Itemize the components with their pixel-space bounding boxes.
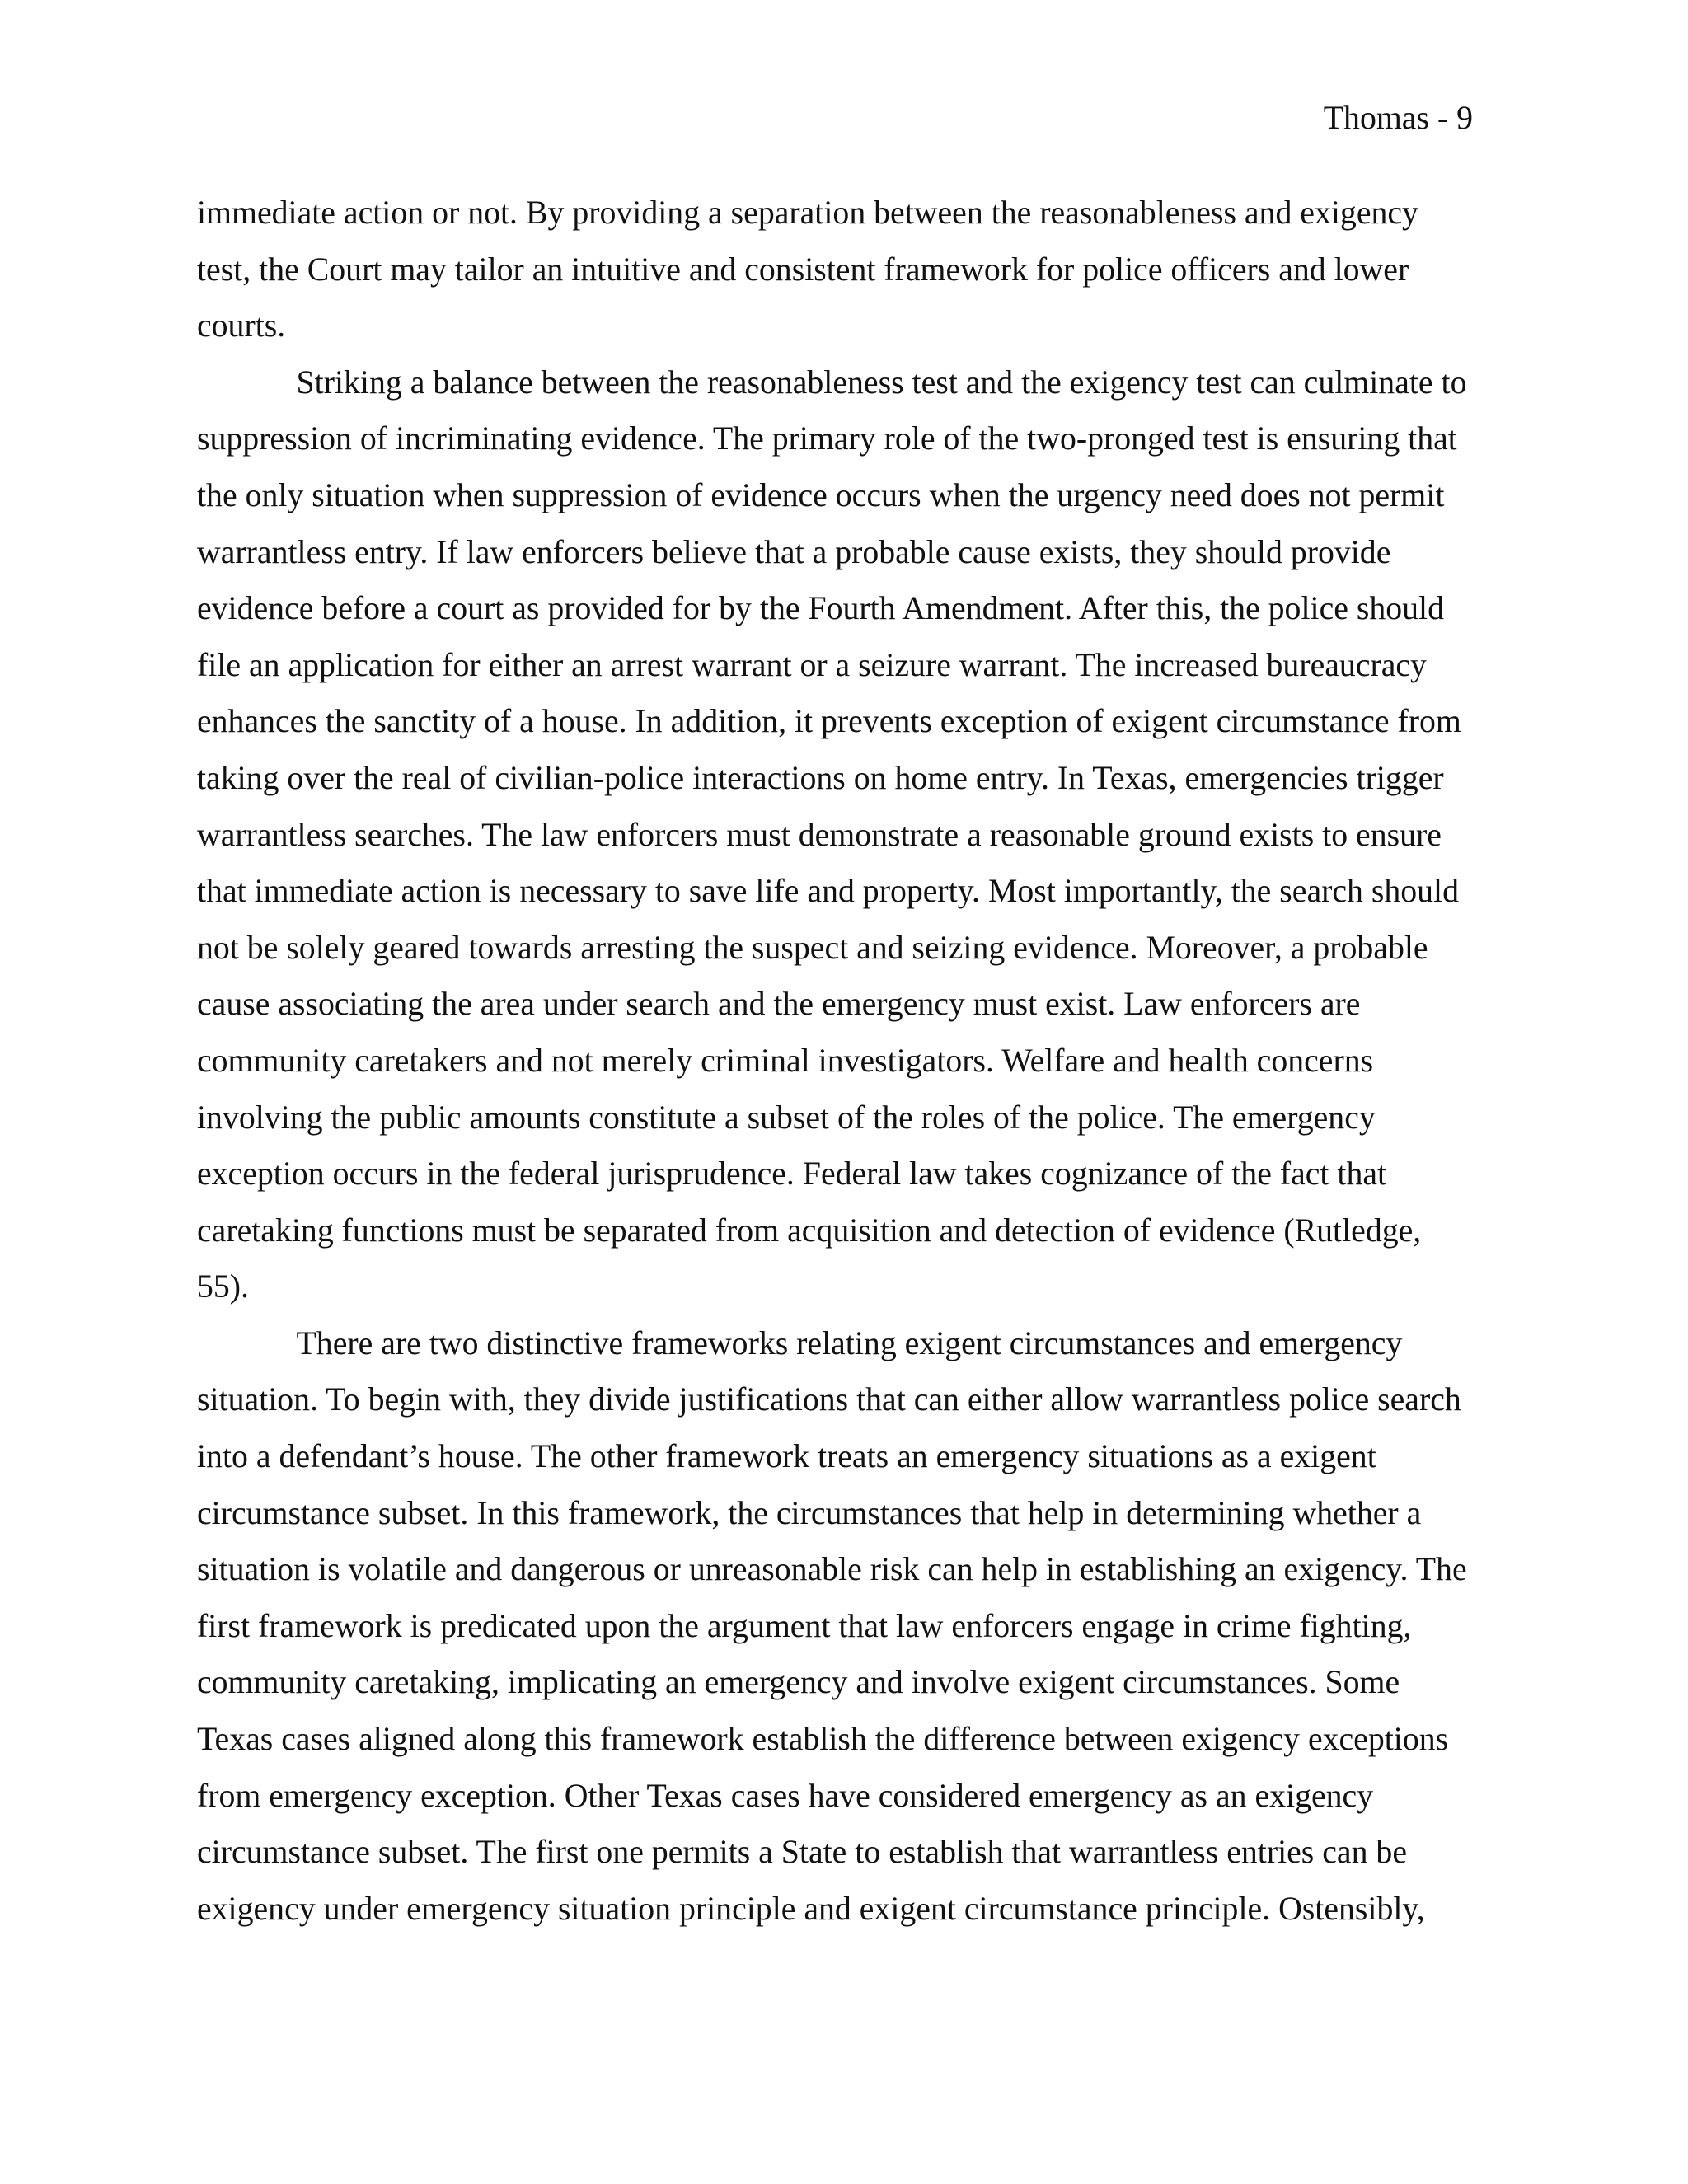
text-line: exception occurs in the federal jurisprudence. Federal law takes cognizance of the fact that xyxy=(197,1155,1387,1193)
text-line: situation. To begin with, they divide justifications that can either allow warrantless police search xyxy=(197,1381,1461,1418)
document-body xyxy=(197,185,1491,1937)
paragraph xyxy=(197,1315,1491,1938)
text-line: test, the Court may tailor an intuitive and consistent framework for police officers and lower xyxy=(197,251,1409,288)
text-line: Striking a balance between the reasonableness test and the exigency test can culminate to xyxy=(296,363,1467,401)
text-line: the only situation when suppression of evidence occurs when the urgency need does not permit xyxy=(197,476,1445,513)
text-line: 55). xyxy=(197,1268,249,1305)
text-line: caretaking functions must be separated from acquisition and detection of evidence (Rutledge, xyxy=(197,1212,1422,1249)
text-line: enhances the sanctity of a house. In addition, it prevents exception of exigent circumstance from xyxy=(197,703,1461,740)
text-line: situation is volatile and dangerous or unreasonable risk can help in establishing an exigency. The xyxy=(197,1551,1467,1588)
text-line: community caretaking, implicating an emergency and involve exigent circumstances. Some xyxy=(197,1664,1400,1701)
text-line: taking over the real of civilian-police interactions on home entry. In Texas, emergencies trigger xyxy=(197,759,1444,796)
text-line: first framework is predicated upon the argument that law enforcers engage in crime fighting, xyxy=(197,1607,1412,1644)
paragraph xyxy=(197,354,1491,1315)
text-line: evidence before a court as provided for by the Fourth Amendment. After this, the police should xyxy=(197,590,1444,627)
text-line: file an application for either an arrest warrant or a seizure warrant. The increased bureaucracy xyxy=(197,646,1427,683)
text-line: courts. xyxy=(197,307,286,344)
text-line: warrantless searches. The law enforcers must demonstrate a reasonable ground exists to ensure xyxy=(197,816,1442,853)
text-line: warrantless entry. If law enforcers believe that a probable cause exists, they should provide xyxy=(197,533,1391,570)
text-line: into a defendant’s house. The other framework treats an emergency situations as a exigent xyxy=(197,1438,1376,1475)
text-line: from emergency exception. Other Texas cases have considered emergency as an exigency xyxy=(197,1777,1374,1814)
text-line: Texas cases aligned along this framework establish the difference between exigency exceptions xyxy=(197,1721,1449,1758)
text-line: circumstance subset. In this framework, the circumstances that help in determining whether a xyxy=(197,1494,1422,1531)
text-line: cause associating the area under search and the emergency must exist. Law enforcers are xyxy=(197,986,1361,1023)
running-head: Thomas - 9 xyxy=(1323,100,1473,136)
paragraph xyxy=(197,185,1491,354)
text-line: suppression of incriminating evidence. The primary role of the two-pronged test is ensuring that xyxy=(197,420,1457,457)
text-line: involving the public amounts constitute a subset of the roles of the police. The emergency xyxy=(197,1099,1376,1136)
text-line: that immediate action is necessary to save life and property. Most importantly, the search should xyxy=(197,873,1460,910)
text-line: community caretakers and not merely criminal investigators. Welfare and health concerns xyxy=(197,1042,1374,1079)
text-line: There are two distinctive frameworks relating exigent circumstances and emergency xyxy=(296,1324,1403,1361)
text-line: immediate action or not. By providing a separation between the reasonableness and exigency xyxy=(197,194,1418,231)
text-line: circumstance subset. The first one permits a State to establish that warrantless entries can be xyxy=(197,1834,1407,1871)
text-line: not be solely geared towards arresting the suspect and seizing evidence. Moreover, a probable xyxy=(197,929,1428,966)
text-line: exigency under emergency situation principle and exigent circumstance principle. Ostensibly, xyxy=(197,1890,1425,1927)
